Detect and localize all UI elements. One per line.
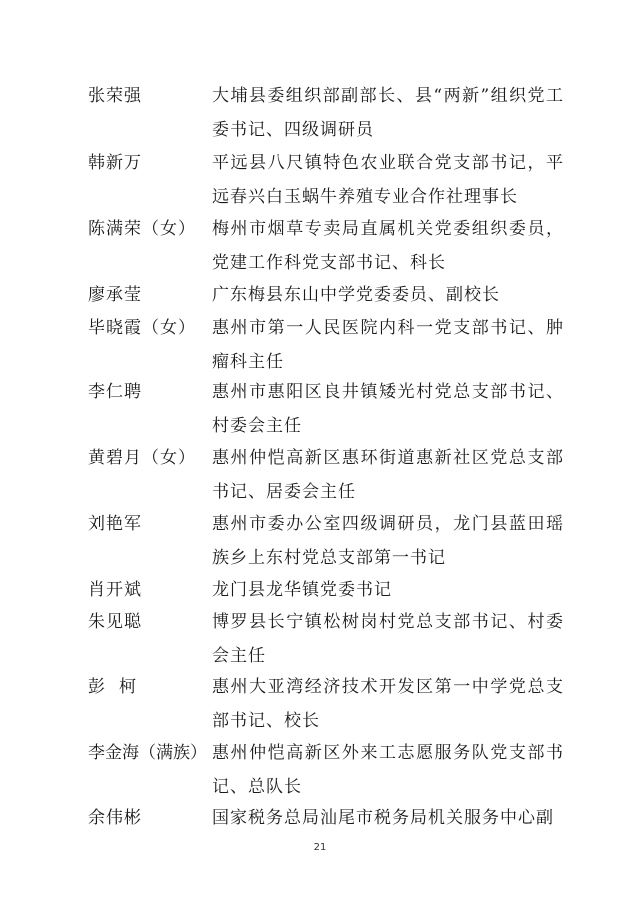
person-title: 惠州仲恺高新区惠环街道惠新社区党总支部书记、居委会主任 [212, 448, 564, 502]
person-name: 朱见聪 [88, 612, 142, 632]
person-title: 平远县八尺镇特色农业联合党支部书记，平远春兴白玉蜗牛养殖专业合作社理事长 [212, 153, 564, 207]
person-title: 国家税务总局汕尾市税务局机关服务中心副 [212, 808, 554, 828]
person-name: 张荣强 [88, 86, 142, 106]
person-title: 梅州市烟草专卖局直属机关党委组织委员，党建工作科党支部书记、科长 [212, 219, 564, 273]
person-name: 李金海（满族） [88, 743, 207, 763]
person-name: 彭柯 [88, 677, 150, 697]
person-title: 惠州市惠阳区良井镇矮光村党总支部书记、村委会主任 [212, 382, 564, 436]
person-title: 广东梅县东山中学党委委员、副校长 [212, 285, 500, 305]
page-number: 21 [313, 842, 327, 853]
person-title: 大埔县委组织部副部长、县“两新”组织党工委书记、四级调研员 [212, 86, 564, 140]
person-title: 惠州仲恺高新区外来工志愿服务队党支部书记、总队长 [212, 743, 564, 797]
person-title: 惠州市第一人民医院内科一党支部书记、肿瘤科主任 [212, 318, 564, 372]
person-title: 惠州市委办公室四级调研员，龙门县蓝田瑶族乡上东村党总支部第一书记 [212, 514, 564, 568]
person-name: 刘艳军 [88, 514, 142, 534]
person-title: 龙门县龙华镇党委书记 [212, 580, 392, 600]
person-title: 博罗县长宁镇松树岗村党总支部书记、村委会主任 [212, 612, 564, 666]
person-name: 余伟彬 [88, 808, 142, 828]
person-name: 李仁聘 [88, 382, 142, 402]
person-name: 廖承莹 [88, 285, 142, 305]
person-title: 惠州大亚湾经济技术开发区第一中学党总支部书记、校长 [212, 677, 564, 731]
person-name: 陈满荣（女） [88, 219, 196, 239]
person-name: 韩新万 [88, 153, 142, 173]
person-name: 毕晓霞（女） [88, 318, 196, 338]
person-name: 黄碧月（女） [88, 448, 196, 468]
person-name: 肖开斌 [88, 580, 142, 600]
